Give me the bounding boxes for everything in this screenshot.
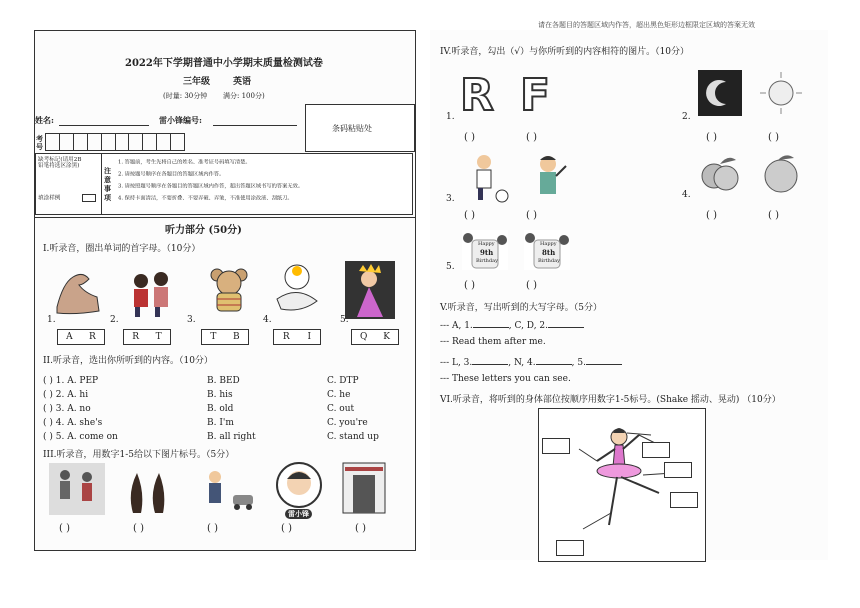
letter-option[interactable]: A [66, 332, 73, 342]
door-picture [341, 461, 387, 515]
q1-choice-box-4[interactable] [273, 329, 321, 345]
q4-num-3: 3. [446, 194, 455, 204]
peaches-picture [698, 150, 742, 194]
body-part-label-box-3[interactable] [664, 462, 692, 478]
q4-2-a-answer[interactable]: ( ) [706, 132, 717, 143]
letter-option[interactable]: T [155, 332, 162, 342]
q1-num-2: 2. [110, 315, 119, 325]
q5-blank-3[interactable] [472, 355, 508, 365]
id-field[interactable] [213, 125, 297, 126]
q5-text: , N, 4. [508, 358, 536, 368]
q2-row-5-a[interactable]: ( ) 5. A. come on [43, 432, 118, 442]
q3-answer-3[interactable]: ( ) [207, 523, 218, 534]
letter-option[interactable]: T [210, 332, 217, 342]
letter-option[interactable]: K [383, 332, 391, 342]
left-page [34, 30, 416, 551]
cake-text: Birthday [538, 258, 560, 264]
q4-2-b-answer[interactable]: ( ) [768, 132, 779, 143]
q4-3-b-answer[interactable]: ( ) [526, 210, 537, 221]
q4-title: IV.听录音，勾出（√）与你所听到的内容相符的图片。（10分） [440, 47, 690, 57]
q4-5-a-answer[interactable]: ( ) [464, 280, 475, 291]
exam-title: 2022年下学期普通中小学期末质量检测试卷 [125, 58, 323, 69]
arm-muscle-picture [53, 263, 103, 319]
q3-title: III.听录音，用数字1-5给以下图片标号。（5分） [43, 450, 235, 460]
q2-row-2-a[interactable]: ( ) 2. A. hi [43, 390, 89, 400]
q5-blank-1[interactable] [473, 318, 509, 328]
barcode-box [305, 104, 415, 152]
q5-line-2: --- Read them after me. [440, 337, 546, 347]
moon-night-picture [698, 70, 742, 116]
q2-row-3-c[interactable]: C. out [327, 404, 355, 414]
q3-answer-1[interactable]: ( ) [59, 523, 70, 534]
q5-blank-2[interactable] [548, 318, 584, 328]
q3-answer-4[interactable]: ( ) [281, 523, 292, 534]
q4-num-1: 1. [446, 112, 455, 122]
q4-1-a-answer[interactable]: ( ) [464, 132, 475, 143]
absent-note: 缺考标记(请用2B铅笔将选区涂黑) [38, 156, 82, 169]
absent-checkbox[interactable] [82, 194, 96, 202]
q1-num-1: 1. [47, 315, 56, 325]
q5-blank-4[interactable] [536, 355, 572, 365]
q2-row-5-c[interactable]: C. stand up [327, 432, 379, 442]
q3-answer-5[interactable]: ( ) [355, 523, 366, 534]
q4-1-b-answer[interactable]: ( ) [526, 132, 537, 143]
q2-row-2-b[interactable]: B. his [207, 390, 233, 400]
note-1: 1. 答题前，考生先将自己的姓名、准考证号码填写清楚。 [118, 158, 251, 165]
q4-3-a-answer[interactable]: ( ) [464, 210, 475, 221]
ballerina-picture [539, 409, 705, 561]
body-part-label-box-2[interactable] [642, 442, 670, 458]
kaohao-label: 考号 [36, 134, 43, 151]
q4-4-b-answer[interactable]: ( ) [768, 210, 779, 221]
q2-row-5-b[interactable]: B. all right [207, 432, 256, 442]
q2-row-4-b[interactable]: B. I'm [207, 418, 234, 428]
letter-f-picture: F [520, 70, 551, 121]
q2-row-3-b[interactable]: B. old [207, 404, 234, 414]
q2-row-4-c[interactable]: C. you're [327, 418, 368, 428]
q2-row-1-b[interactable]: B. BED [207, 376, 240, 386]
body-part-label-box-5[interactable] [556, 540, 584, 556]
q4-5-b-answer[interactable]: ( ) [526, 280, 537, 291]
boy-waving-picture [528, 152, 570, 204]
birthday-8-picture [524, 230, 570, 270]
notes-box [101, 153, 413, 215]
id-label: 雷小锋编号: [159, 115, 202, 125]
letter-option[interactable]: R [282, 332, 290, 342]
subject-label: 英语 [233, 77, 252, 87]
q1-num-4: 4. [263, 315, 272, 325]
note-4: 4. 保持卡面清洁，不要折叠、不要弄破、弄皱，不准使用涂改液、刮纸刀。 [118, 194, 293, 201]
right-page [430, 30, 828, 560]
header-note: 请在各题目的答题区域内作答，超出黑色矩形边框限定区域的答案无效 [538, 21, 755, 29]
avatar-badge-text: 雷小锋 [285, 509, 312, 519]
q5-line-3 [440, 355, 622, 368]
q4-num-5: 5. [446, 262, 455, 272]
q1-choice-box-2[interactable] [123, 329, 171, 345]
q1-num-5: 5. [340, 315, 349, 325]
ballerina-figure-frame [538, 408, 706, 562]
name-field[interactable] [59, 125, 149, 126]
cake-text: Birthday [476, 258, 498, 264]
letter-r-picture: R [460, 70, 494, 121]
q6-title: VI.听录音，将听到的身体部位按顺序用数字1-5标号。(Shake 摇动、晃动) （10分） [440, 395, 781, 405]
listening-title: 听力部分 (50分) [165, 225, 242, 236]
letter-option[interactable]: Q [359, 332, 368, 342]
barcode-label: 条码粘贴处 [332, 124, 372, 133]
letter-option[interactable]: R [132, 332, 140, 342]
q5-text: --- A, 1. [440, 321, 473, 331]
queen-picture [345, 261, 395, 319]
q4-num-2: 2. [682, 112, 691, 122]
letter-option[interactable]: I [307, 332, 312, 342]
body-part-label-box-4[interactable] [670, 492, 698, 508]
birthday-9-picture [462, 230, 508, 270]
time-label: (时量: 30分钟 [163, 92, 208, 100]
cake-text: Happy [478, 241, 495, 247]
q2-title: II.听录音，选出你所听到的内容。（10分） [43, 356, 213, 366]
q1-choice-box-3[interactable] [201, 329, 249, 345]
q1-title: I.听录音，圈出单词的首字母。（10分） [43, 244, 201, 254]
notes-title: 注意事项 [104, 166, 111, 202]
grade-label: 三年级 [183, 77, 211, 87]
q5-text: , C, D, 2. [508, 321, 549, 331]
q1-choice-box-5[interactable] [351, 329, 399, 345]
avatar-badge-picture [271, 461, 327, 515]
cake-text: 9th [480, 248, 494, 257]
q5-text: , 5. [571, 358, 586, 368]
walking-people-picture [49, 463, 105, 515]
q2-row-4-a[interactable]: ( ) 4. A. she's [43, 418, 103, 428]
q5-title: V.听录音，写出听到的大写字母。（5分） [440, 303, 603, 313]
q1-num-3: 3. [187, 315, 196, 325]
letter-option[interactable]: B [233, 332, 240, 342]
kaohao-grid[interactable] [45, 133, 185, 151]
note-3: 3. 请按照题号顺序在各题目的答题区域内作答，超出答题区域书写的答案无效。 [118, 182, 304, 189]
q1-choice-box-1[interactable] [57, 329, 105, 345]
q2-row-1-a[interactable]: ( ) 1. A. PEP [43, 376, 99, 386]
cake-text: 8th [542, 248, 556, 257]
q2-row-3-a[interactable]: ( ) 3. A. no [43, 404, 91, 414]
q4-num-4: 4. [682, 190, 691, 200]
q4-4-a-answer[interactable]: ( ) [706, 210, 717, 221]
q5-line-1 [440, 318, 584, 331]
q5-line-4: --- These letters you can see. [440, 374, 571, 384]
traffic-police-picture [201, 465, 257, 515]
boy-football-picture [466, 152, 510, 204]
orange-picture [758, 150, 804, 196]
q2-row-2-c[interactable]: C. he [327, 390, 351, 400]
boys-picture [125, 267, 177, 319]
cake-text: Happy [540, 241, 557, 247]
body-part-label-box-1[interactable] [542, 438, 570, 454]
example-label: 填涂样例 [38, 194, 61, 202]
q3-answer-2[interactable]: ( ) [133, 523, 144, 534]
q5-blank-5[interactable] [586, 355, 622, 365]
teddy-bear-picture [205, 265, 253, 319]
name-label: 姓名: [35, 115, 54, 125]
footprints-picture [123, 469, 175, 515]
letter-option[interactable]: R [89, 332, 96, 342]
girl-toy-picture [271, 261, 321, 319]
score-label: 满分: 100分) [223, 92, 265, 100]
absent-mark-box [35, 153, 103, 215]
q2-row-1-c[interactable]: C. DTP [327, 376, 359, 386]
sun-picture [756, 70, 806, 116]
note-2: 2. 请按题号顺序在各题目的答题区域内作答。 [118, 170, 225, 177]
q5-text: --- L, 3. [440, 358, 473, 368]
